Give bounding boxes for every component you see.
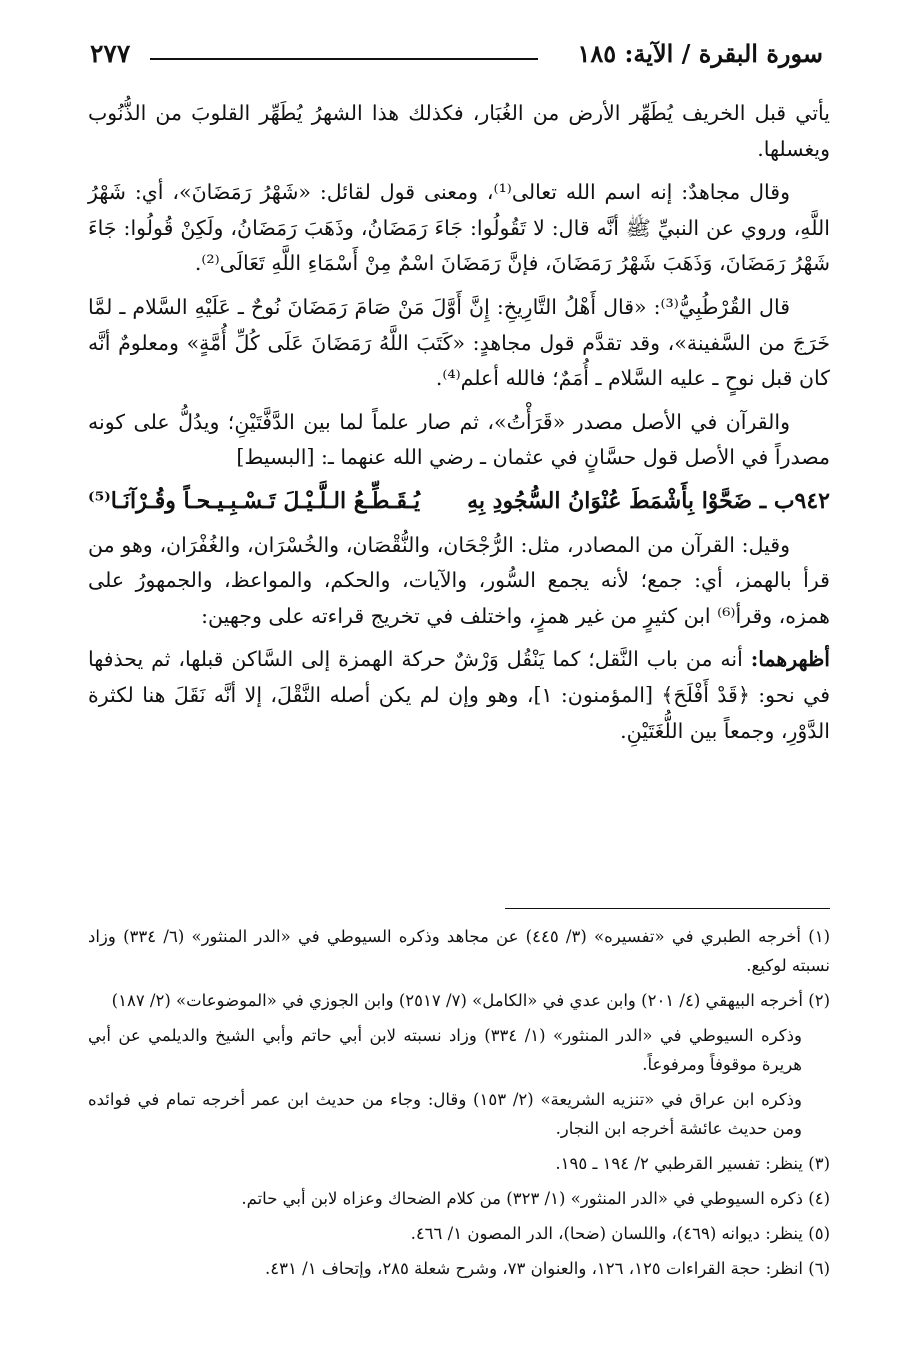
footnote: (١) أخرجه الطبري في «تفسيره» (٣/ ٤٤٥) عن مجاهد وذكره السيوطي في «الدر المنثور» (٦/ ٣٣٤) وزاد نسبته لوكيع. <box>88 927 830 975</box>
header-rule <box>150 58 538 60</box>
footnote: (٤) ذكره السيوطي في «الدر المنثور» (١/ ٣٢٣) من كلام الضحاك وعزاه لابن أبي حاتم. <box>241 1189 830 1208</box>
paragraph <box>88 642 830 749</box>
paragraph: وقال مجاهدٌ: إنه اسم الله تعالى⁽¹⁾، ومعنى قول لقائل: «شَهْرُ رَمَضَانَ»، أي: شَهْرُ اللَّهِ، وروي عن النبيِّ ﷺ أنَّه قال: لا تَقُولُوا: جَاءَ رَمَضَانُ، وذَهَبَ رَمَضَانُ، ولَكِنْ قُولُوا: جَاءَ شَهْرُ رَمَضَانَ، وَذَهَبَ شَهْرُ رَمَضَانَ، فإنَّ رَمَضَانَ اسْمٌ مِنْ أَسْمَاءِ اللَّهِ تَعَالَى⁽²⁾. <box>88 180 830 276</box>
footnote: (٣) ينظر: تفسير القرطبي ٢/ ١٩٤ ـ ١٩٥. <box>555 1154 830 1173</box>
paragraph: قال القُرْطُبِيُّ⁽³⁾: «قال أَهْلُ التَّارِيخِ: إِنَّ أَوَّلَ مَنْ صَامَ رَمَضَانَ نُوحٌ ـ عَلَيْهِ السَّلام ـ لمَّا خَرَجَ من السَّفينة»، وقد تقدَّم قول مجاهدٍ: «كَتَبَ اللَّهُ رَمَضَانَ عَلَى كُلِّ أُمَّةٍ» ومعلومٌ أنَّه كان قبل نوحٍ ـ عليه السَّلام ـ أُمَمٌ؛ فالله أعلم⁽⁴⁾. <box>88 294 830 391</box>
footnote-continuation: وذكره السيوطي في «الدر المنثور» (١/ ٣٣٤) وزاد نسبته لابن أبي حاتم وأبي الشيخ والديلمي عن أبي هريرة موقوفاً ومرفوعاً. <box>88 1026 802 1074</box>
footnote-separator <box>505 908 830 909</box>
paragraph: والقرآن في الأصل مصدر «قَرَأْتُ»، ثم صار علماً لما بين الدَّفَّتَيْنِ؛ ويدُلُّ على كونه مصدراً في الأصل قول حسَّانٍ في عثمان ـ رضي الله عنهما ـ: [البسيط] <box>88 409 830 470</box>
footnotes <box>88 922 830 1289</box>
paragraph-lead: أظهرهما: <box>750 647 830 672</box>
footnote: (٢) أخرجه البيهقي (٤/ ٢٠١) وابن عدي في «الكامل» (٧/ ٢٥١٧) وابن الجوزي في «الموضوعات» (٢/ ١٨٧) <box>111 991 830 1010</box>
paragraph: وقيل: القرآن من المصادر، مثل: الرُّجْحَان، والنُّقْصَان، والخُسْرَان، والغُفْرَان، وهو من قرأ بالهمز، أي: جمع؛ لأنه يجمع السُّور، والآيات، والحكم، والمواعظ، والجمهورُ على همزه، وقرأ⁽⁶⁾ ابن كثيرٍ من غير همزٍ، واختلف في تخريج قراءته على وجهين: <box>88 532 830 628</box>
main-text <box>88 96 830 757</box>
paragraph: يأتي قبل الخريف يُطَهِّر الأرض من الغُبَار، فكذلك هذا الشهرُ يُطَهِّر القلوبَ من الذُّنُوب ويغسلها. <box>88 101 830 161</box>
header-title: سورة البقرة / الآية: ١٨٥ <box>577 39 823 68</box>
verse-first-hemistich: ٩٤٢ب ـ ضَحَّوْا بِأَشْمَطَ عُنْوَانُ السُّجُودِ بِهِ <box>467 487 830 514</box>
running-header <box>90 28 823 68</box>
footnote: (٦) انظر: حجة القراءات ١٢٥، ١٢٦، والعنوان ٧٣، وشرح شعلة ٢٨٥، وإتحاف ١/ ٤٣١. <box>265 1259 830 1278</box>
footnote: (٥) ينظر: ديوانه (٤٦٩)، واللسان (ضحا)، الدر المصون ١/ ٤٦٦. <box>410 1224 830 1243</box>
page-number: ٢٧٧ <box>90 39 131 68</box>
footnote-continuation: وذكره ابن عراق في «تنزيه الشريعة» (٢/ ١٥٣) وقال: وجاء من حديث ابن عمر أخرجه تمام في فوائده ومن حديث عائشة أخرجه ابن النجار. <box>88 1090 802 1138</box>
poetry-verse <box>88 484 830 520</box>
paragraph-text: أنه من باب النَّقل؛ كما يَنْقُل وَرْشٌ حركة الهمزة إلى السَّاكن قبلها، ثم يحذفها في نحو: ﴿قَدْ أَفْلَحَ﴾ [المؤمنون: ١]، وهو وإن لم يكن أصله النَّقْلَ، إلا أنَّه نَقَلَ هنا لكثرة الدَّوْرِ، وجمعاً بين اللُّغَتَيْنِ. <box>88 647 830 743</box>
verse-second-hemistich: يُـقَـطِّـعُ الـلَّـيْـلَ تَـسْـبِـيـحـاً وقُـرْآنَـا⁽⁵⁾ <box>88 487 421 514</box>
